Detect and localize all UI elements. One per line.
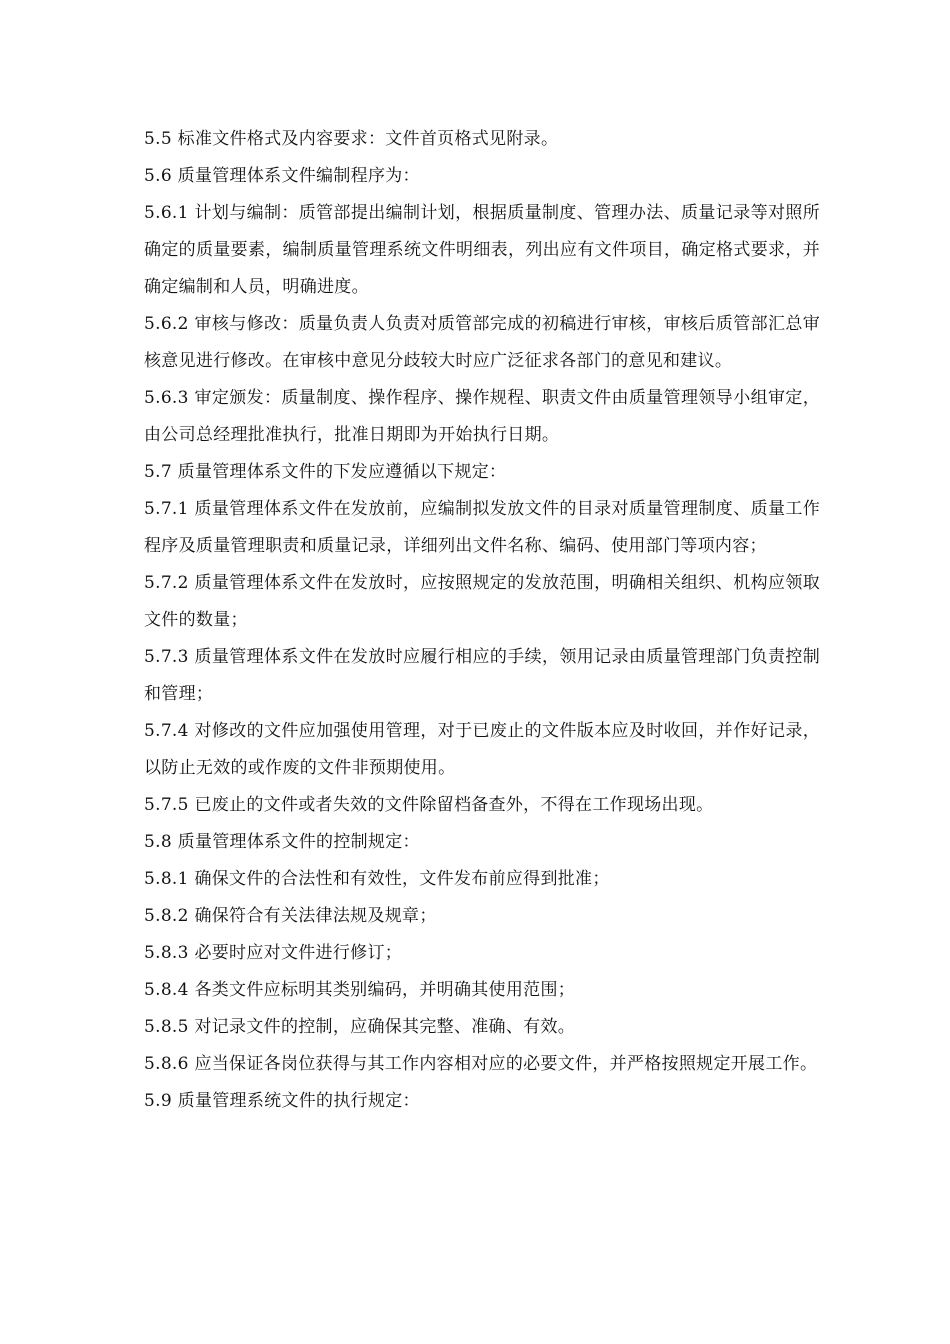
paragraph-5-7-3: 5.7.3 质量管理体系文件在发放时应履行相应的手续，领用记录由质量管理部门负责控制和管理； [144, 647, 820, 704]
paragraph-5-8: 5.8 质量管理体系文件的控制规定： [144, 832, 420, 852]
paragraph-5-7-5: 5.7.5 已废止的文件或者失效的文件除留档备查外，不得在工作现场出现。 [144, 795, 714, 815]
paragraph-5-5: 5.5 标准文件格式及内容要求：文件首页格式见附录。 [144, 129, 559, 149]
paragraph-5-8-5: 5.8.5 对记录文件的控制，应确保其完整、准确、有效。 [144, 1017, 576, 1037]
paragraph-5-6-1: 5.6.1 计划与编制：质管部提出编制计划，根据质量制度、管理办法、质量记录等对照所确定的质量要素，编制质量管理系统文件明细表，列出应有文件项目，确定格式要求，并确定编制和人员，明确进度。 [144, 203, 820, 297]
paragraph-5-6: 5.6 质量管理体系文件编制程序为： [144, 166, 420, 186]
paragraph-5-7-1: 5.7.1 质量管理体系文件在发放前，应编制拟发放文件的目录对质量管理制度、质量工作程序及质量管理职责和质量记录，详细列出文件名称、编码、使用部门等项内容； [144, 499, 820, 556]
document-body [144, 121, 820, 1120]
paragraph-5-7-2: 5.7.2 质量管理体系文件在发放时，应按照规定的发放范围，明确相关组织、机构应领取文件的数量； [144, 573, 820, 630]
paragraph-5-8-3: 5.8.3 必要时应对文件进行修订； [144, 943, 403, 963]
paragraph-5-8-6: 5.8.6 应当保证各岗位获得与其工作内容相对应的必要文件，并严格按照规定开展工作。 [144, 1054, 818, 1074]
paragraph-5-8-4: 5.8.4 各类文件应标明其类别编码，并明确其使用范围； [144, 980, 576, 1000]
paragraph-5-6-3: 5.6.3 审定颁发：质量制度、操作程序、操作规程、职责文件由质量管理领导小组审定，由公司总经理批准执行，批准日期即为开始执行日期。 [144, 388, 820, 445]
paragraph-5-9: 5.9 质量管理系统文件的执行规定： [144, 1091, 420, 1111]
paragraph-5-7: 5.7 质量管理体系文件的下发应遵循以下规定： [144, 462, 507, 482]
paragraph-5-7-4: 5.7.4 对修改的文件应加强使用管理，对于已废止的文件版本应及时收回，并作好记录，以防止无效的或作废的文件非预期使用。 [144, 721, 820, 778]
paragraph-5-8-1: 5.8.1 确保文件的合法性和有效性，文件发布前应得到批准； [144, 869, 610, 889]
paragraph-5-8-2: 5.8.2 确保符合有关法律法规及规章； [144, 906, 437, 926]
paragraph-5-6-2: 5.6.2 审核与修改：质量负责人负责对质管部完成的初稿进行审核，审核后质管部汇总审核意见进行修改。在审核中意见分歧较大时应广泛征求各部门的意见和建议。 [144, 314, 820, 371]
